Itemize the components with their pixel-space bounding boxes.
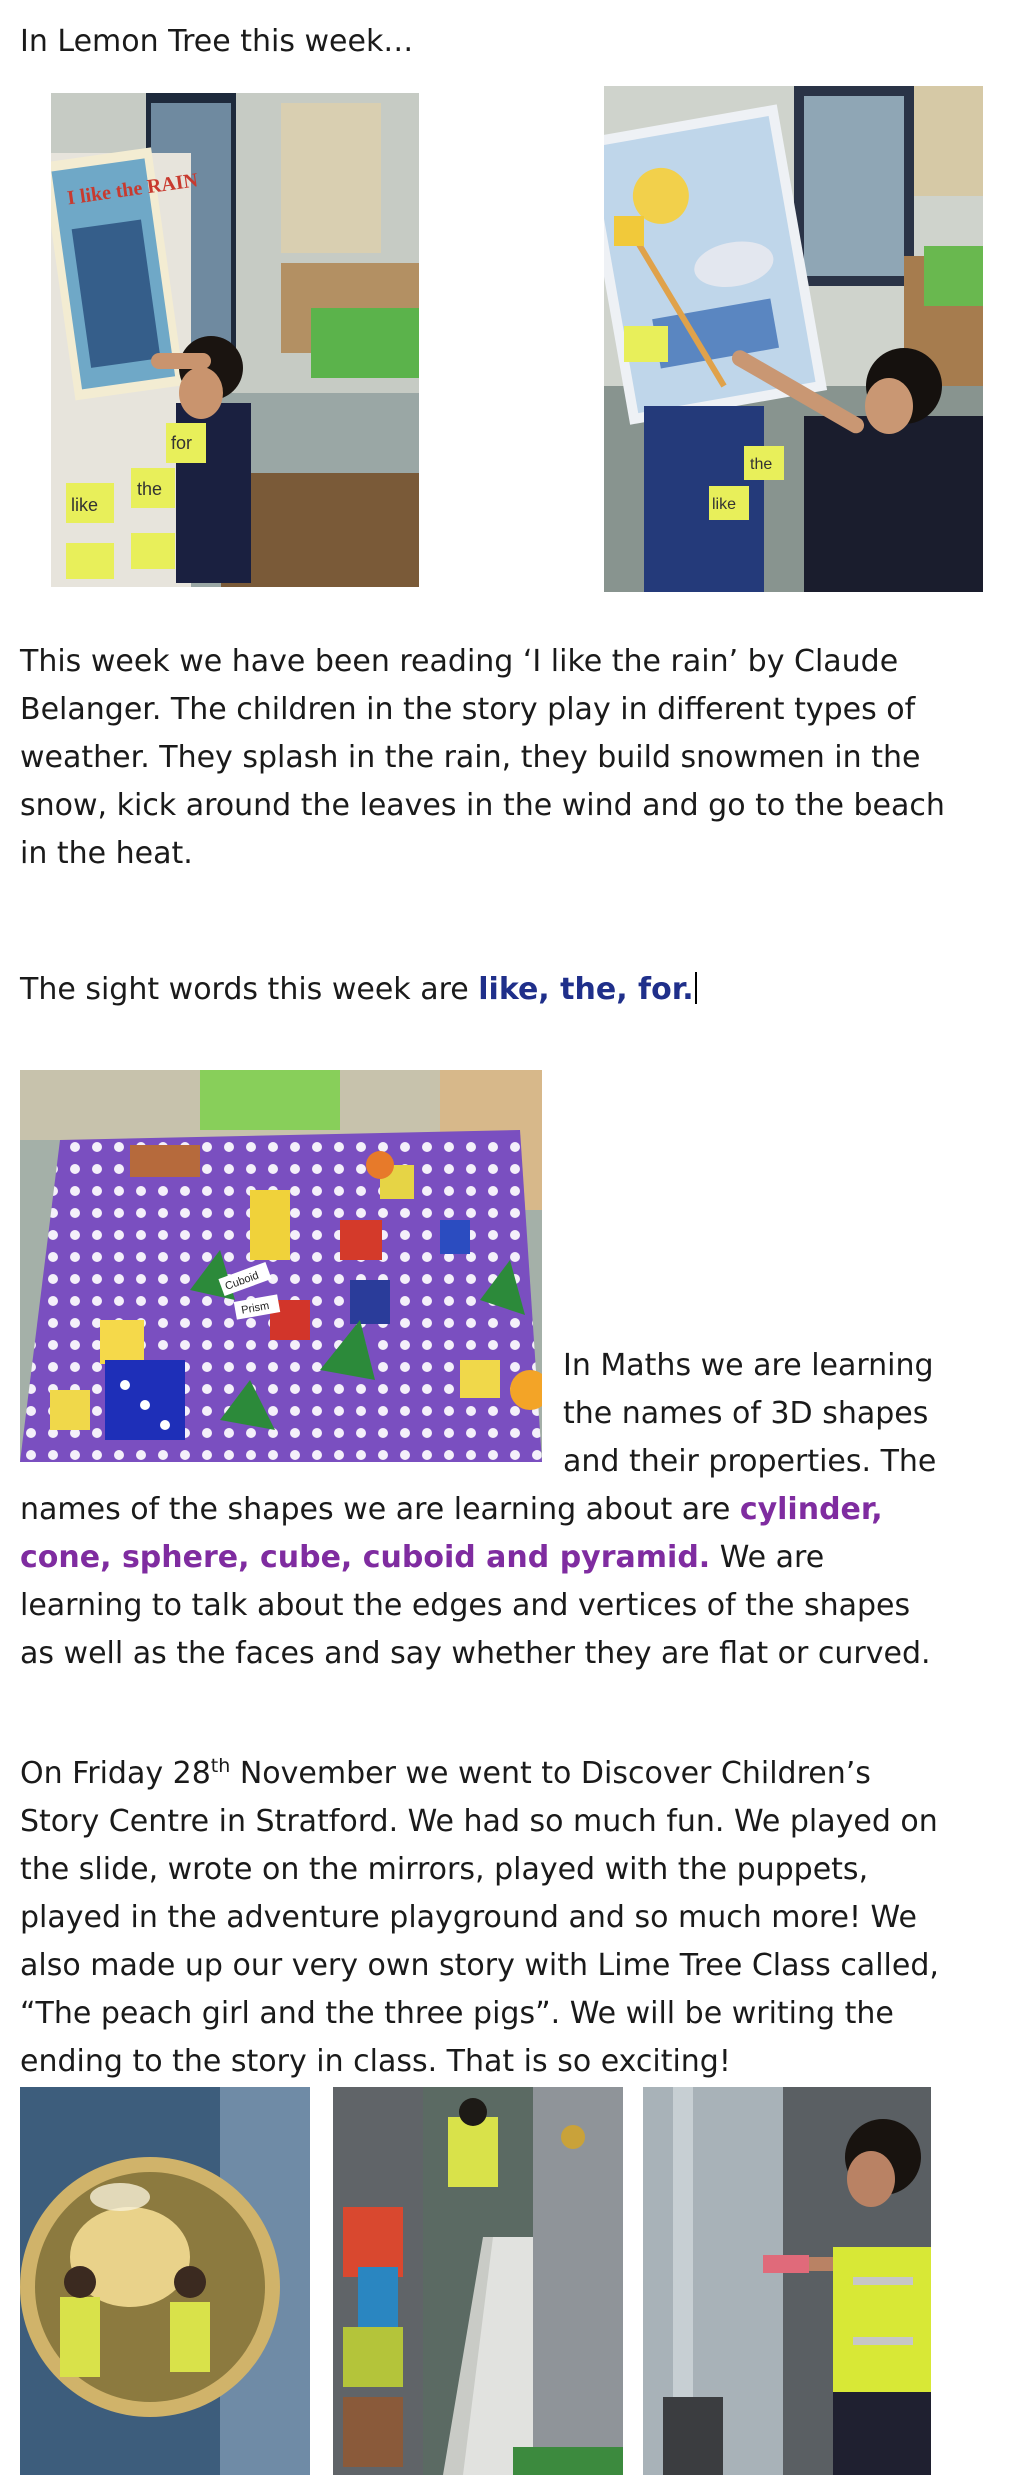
- word-card-like: like: [71, 495, 99, 515]
- maths-intro-line-1: In Maths we are learning: [563, 1348, 934, 1383]
- sight-words-list: like, the, for.: [478, 972, 694, 1007]
- text-cursor: [695, 972, 697, 1004]
- maths-intro-line-3: and their properties. The: [563, 1444, 937, 1479]
- maths-shapes-list: cylinder, cone, sphere, cube, cuboid and pyramid.: [20, 1492, 883, 1575]
- book-title-text: I like the RAIN: [65, 169, 200, 210]
- photo-mirror-ball: [20, 2087, 310, 2475]
- trip-date-suffix: th: [210, 1755, 231, 1777]
- shape-label-cuboid: Cuboid: [223, 1269, 261, 1293]
- word-card-the: the: [137, 479, 163, 499]
- page-heading: In Lemon Tree this week…: [20, 24, 414, 59]
- sight-words-paragraph: [20, 966, 950, 1014]
- word-card-for: for: [171, 433, 193, 453]
- photo-weather-chart: [604, 86, 983, 592]
- photo-3d-shapes: [20, 1070, 542, 1462]
- photo-writing-on-mirror: [643, 2087, 931, 2475]
- maths-shapes-suffix: We are learning to talk about the edges and vertices of the shapes as well as the faces and say whether they are flat or curved.: [20, 1540, 931, 1671]
- trip-text-start: On Friday 28: [20, 1756, 211, 1791]
- maths-shapes-prefix: names of the shapes we are learning about are: [20, 1492, 740, 1527]
- trip-paragraph: [20, 1750, 950, 2086]
- intro-paragraph: This week we have been reading ‘I like the rain’ by Claude Belanger. The children in the story play in different types of weather. They splash in the rain, they build snowmen in the snow, kick around the leaves in the wind and go to the beach in the heat.: [20, 644, 945, 871]
- word-card-the-2: the: [750, 456, 773, 473]
- word-card-like-2: like: [712, 496, 737, 513]
- maths-intro-line-2: the names of 3D shapes: [563, 1396, 929, 1431]
- photo-reading-big-book: [51, 93, 419, 587]
- sight-words-prefix: The sight words this week are: [20, 972, 479, 1007]
- trip-text-rest: November we went to Discover Children’s Story Centre in Stratford. We had so much fun. We played on the slide, wrote on the mirrors, played with the puppets, played in the adventure playground and so much more! We also made up our very own story with Lime Tree Class called, “The peach girl and the three pigs”. We will be writing the ending to the story in class. That is so exciting!: [20, 1756, 939, 2079]
- photo-slide: [333, 2087, 623, 2475]
- maths-paragraph: [20, 1486, 950, 1678]
- shape-label-prism: Prism: [240, 1299, 271, 1317]
